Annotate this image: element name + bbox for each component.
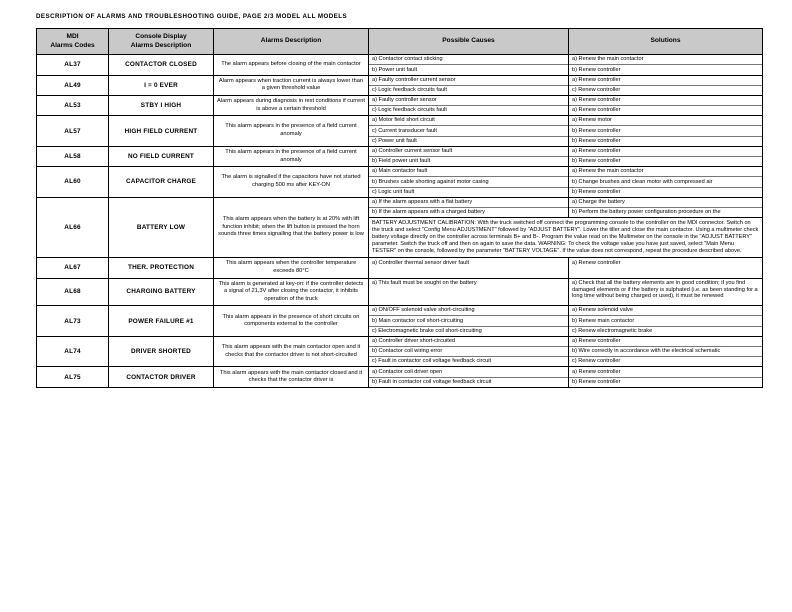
list-item: a) Faulty controller current sensor bbox=[369, 76, 568, 86]
console-display-cell: POWER FAILURE #1 bbox=[109, 306, 214, 337]
column-header-line2: Alarms Description bbox=[130, 41, 192, 49]
possible-causes-cell-list bbox=[369, 198, 568, 217]
alarm-description-cell: This alarm appears in the presence of a field current anomaly bbox=[214, 116, 369, 147]
list-item: c) Renew controller bbox=[572, 86, 621, 93]
solutions-cell bbox=[569, 258, 763, 278]
column-header-line1: MDI bbox=[66, 33, 79, 40]
solutions-cell-list bbox=[569, 367, 762, 386]
possible-causes-cell-list bbox=[369, 279, 568, 288]
solutions-cell-list bbox=[569, 96, 762, 115]
possible-causes-cell-list bbox=[369, 76, 568, 95]
possible-causes-cell-list bbox=[369, 55, 568, 74]
alarms-table bbox=[36, 28, 763, 388]
list-item: a) Renew controller bbox=[569, 147, 762, 157]
console-display-cell: BATTERY LOW bbox=[109, 197, 214, 258]
console-display-cell: CHARGING BATTERY bbox=[109, 278, 214, 306]
possible-causes-cell-list bbox=[369, 306, 568, 336]
possible-causes-cell-list bbox=[369, 116, 568, 146]
possible-causes-cell-list bbox=[369, 258, 568, 267]
possible-causes-cell bbox=[369, 258, 569, 278]
possible-causes-cell bbox=[369, 197, 569, 217]
solutions-cell bbox=[569, 278, 763, 306]
table-row bbox=[37, 146, 763, 166]
list-item: a) Renew motor bbox=[569, 116, 762, 126]
list-item: c) Renew electromagnetic brake bbox=[572, 327, 653, 334]
list-item: b) Renew controller bbox=[569, 126, 762, 136]
list-item: b) Wire correctly in accordance with the electrical schematic bbox=[569, 347, 762, 357]
table-row bbox=[37, 167, 763, 198]
table-body bbox=[37, 55, 763, 388]
solutions-cell bbox=[569, 95, 763, 115]
list-item: a) Controller current sensor fault bbox=[369, 147, 568, 157]
table-row bbox=[37, 75, 763, 95]
column-header-mdi-alarms-codes bbox=[37, 29, 109, 55]
console-display-cell: DRIVER SHORTED bbox=[109, 336, 214, 367]
list-item: c) Logic feedback circuits fault bbox=[372, 86, 447, 93]
list-item: c) Logic feedback circuits fault bbox=[372, 107, 447, 114]
column-header-alarms-description: Alarms Description bbox=[214, 29, 369, 55]
solutions-cell-list bbox=[569, 279, 762, 302]
alarm-code-cell: AL73 bbox=[37, 306, 109, 337]
solutions-cell-list bbox=[569, 55, 762, 74]
list-item: a) Faulty controller sensor bbox=[369, 96, 568, 106]
alarm-code-cell: AL49 bbox=[37, 75, 109, 95]
alarm-code-cell: AL58 bbox=[37, 146, 109, 166]
possible-causes-cell bbox=[369, 146, 569, 166]
list-item: b) Main contactor coil short-circuiting bbox=[369, 316, 568, 326]
console-display-cell: CAPACITOR CHARGE bbox=[109, 167, 214, 198]
column-header-line2: Alarms Codes bbox=[50, 41, 95, 49]
alarm-code-cell: AL68 bbox=[37, 278, 109, 306]
possible-causes-cell-list bbox=[369, 337, 568, 367]
possible-causes-cell-list bbox=[369, 367, 568, 386]
solutions-cell bbox=[569, 306, 763, 337]
solutions-cell-list bbox=[569, 116, 762, 146]
column-header-line1: Console Display bbox=[135, 33, 187, 40]
table-row bbox=[37, 95, 763, 115]
column-header-console-display bbox=[109, 29, 214, 55]
solutions-cell bbox=[569, 116, 763, 147]
table-header-row bbox=[37, 29, 763, 55]
alarm-description-cell: This alarm is generated at key-on: if the controller detects a signal of 21,3V after closing the contactor, it inhibits operation of the truck bbox=[214, 278, 369, 306]
solutions-cell bbox=[569, 336, 763, 367]
list-item: c) Logic unit fault bbox=[372, 188, 415, 195]
solutions-cell bbox=[569, 55, 763, 75]
solutions-cell bbox=[569, 75, 763, 95]
alarm-code-cell: AL37 bbox=[37, 55, 109, 75]
list-item: b) Fault in contactor coil voltage feedback circuit bbox=[372, 378, 492, 385]
console-display-cell: STBY I HIGH bbox=[109, 95, 214, 115]
list-item: b) Renew main contactor bbox=[569, 316, 762, 326]
list-item: a) Charge the battery bbox=[569, 198, 762, 208]
alarm-code-cell: AL53 bbox=[37, 95, 109, 115]
list-item: a) Renew the main contactor bbox=[569, 55, 762, 65]
list-item: a) Renew controller bbox=[572, 107, 621, 114]
table-row bbox=[37, 197, 763, 217]
alarm-description-cell: Alarm appears when traction current is always lower than a given threshold value bbox=[214, 75, 369, 95]
list-item: a) Main contactor fault bbox=[369, 167, 568, 177]
possible-causes-cell bbox=[369, 367, 569, 387]
console-display-cell: HIGH FIELD CURRENT bbox=[109, 116, 214, 147]
possible-causes-cell-list bbox=[369, 147, 568, 166]
alarm-description-cell: This alarm appears with the main contactor closed and it checks that the contactor driver is bbox=[214, 367, 369, 387]
list-item: a) ON/OFF solenoid valve short-circuiting bbox=[369, 306, 568, 316]
list-item: a) This fault must be sought on the battery bbox=[372, 279, 477, 286]
alarm-code-cell: AL66 bbox=[37, 197, 109, 258]
page-title: DESCRIPTION OF ALARMS AND TROUBLESHOOTING GUIDE, PAGE 2/3 MODEL ALL MODELS bbox=[36, 13, 348, 20]
console-display-cell: I = 0 EVER bbox=[109, 75, 214, 95]
list-item: a) Controller driver short-circuited bbox=[369, 337, 568, 347]
list-item: b) Renew controller bbox=[572, 188, 621, 195]
column-header-possible-causes: Possible Causes bbox=[369, 29, 569, 55]
list-item: a) If the alarm appears with a flat battery bbox=[369, 198, 568, 208]
table-header bbox=[37, 29, 763, 55]
possible-causes-cell bbox=[369, 167, 569, 198]
solutions-cell-list bbox=[569, 258, 762, 267]
alarm-description-cell: This alarm appears with the main contactor open and it checks that the contactor driver is not short-circuited bbox=[214, 336, 369, 367]
list-item: a) Renew the main contactor bbox=[569, 167, 762, 177]
solutions-cell bbox=[569, 146, 763, 166]
possible-causes-cell bbox=[369, 55, 569, 75]
possible-causes-cell bbox=[369, 336, 569, 367]
list-item: a) Contactor coil driver open bbox=[369, 367, 568, 377]
list-item: c) Renew controller bbox=[572, 358, 621, 365]
alarm-code-cell: AL67 bbox=[37, 258, 109, 278]
list-item: a) Renew solenoid valve bbox=[569, 306, 762, 316]
table-row bbox=[37, 116, 763, 147]
list-item: b) Change brushes and clean motor with compressed air bbox=[569, 177, 762, 187]
table-row bbox=[37, 336, 763, 367]
alarm-code-cell: AL60 bbox=[37, 167, 109, 198]
solutions-cell-list bbox=[569, 76, 762, 95]
list-item: a) Renew controller bbox=[569, 76, 762, 86]
solutions-cell bbox=[569, 197, 763, 217]
alarm-description-cell: The alarm is signalled if the capacitors have not started charging 500 ms after KEY-ON bbox=[214, 167, 369, 198]
solutions-cell bbox=[569, 367, 763, 387]
list-item: a) Motor field short circuit bbox=[369, 116, 568, 126]
console-display-cell: NO FIELD CURRENT bbox=[109, 146, 214, 166]
list-item: c) Power unit fault bbox=[372, 137, 417, 144]
list-item: b) Renew controller bbox=[572, 158, 621, 165]
list-item: b) If the alarm appears with a charged battery bbox=[372, 209, 485, 216]
solutions-cell-list bbox=[569, 167, 762, 197]
list-item: b) Field power unit fault bbox=[372, 158, 431, 165]
alarm-code-cell: AL75 bbox=[37, 367, 109, 387]
table-row bbox=[37, 278, 763, 306]
solutions-cell-list bbox=[569, 198, 762, 217]
list-item: a) Renew controller bbox=[569, 337, 762, 347]
possible-causes-cell-list bbox=[369, 167, 568, 197]
list-item: c) Electromagnetic brake coil short-circuiting bbox=[372, 327, 482, 334]
possible-causes-cell-list bbox=[369, 96, 568, 115]
battery-calibration-note: BATTERY ADJUSTMENT CALIBRATION: With the truck switched off connect the programming console to the controller on the MDI connector. Switch on the truck and select "Config Menu ADJUSTMENT" followed by "ADJUST BATTERY". Lower the tiller and close the main contactor. Using a multimeter check battery voltage directly on the controller across terminals B+ and B-. Program the value read on the Multimeter on the console in the "ADJUST BATTERY" parameter. Switch the truck off and then on again to save the data. WARNING: To check the voltage value you have just saved, select "Main Menu TESTER" on the console, followed by the parameter "BATTERY VOLTAGE". If the value does not correspond, repeat the procedure described above. bbox=[372, 219, 759, 255]
list-item: b) Contactor coil wiring error bbox=[369, 347, 568, 357]
list-item: a) Renew controller bbox=[572, 259, 621, 266]
possible-causes-cell bbox=[369, 278, 569, 306]
console-display-cell: THER. PROTECTION bbox=[109, 258, 214, 278]
solutions-cell bbox=[569, 167, 763, 198]
alarm-description-cell: This alarm appears when the battery is at 20% with lift function inhibit; when the lift button is pressed the horn sounds three times signalling that the battery power is low bbox=[214, 197, 369, 258]
alarm-description-cell: This alarm appears when the controller temperature exceeds 80°C bbox=[214, 258, 369, 278]
alarm-description-cell: This alarm appears in the presence of short circuits on components external to the controller bbox=[214, 306, 369, 337]
list-item: a) Renew controller bbox=[569, 367, 762, 377]
alarm-description-cell: The alarm appears before closing of the main contactor bbox=[214, 55, 369, 75]
alarm-description-cell: This alarm appears in the presence of a field current anomaly bbox=[214, 146, 369, 166]
list-item: b) Power unit fault bbox=[372, 66, 418, 73]
console-display-cell: CONTACTOR CLOSED bbox=[109, 55, 214, 75]
possible-causes-cell bbox=[369, 75, 569, 95]
solutions-cell-list bbox=[569, 306, 762, 336]
list-item: a) Controller thermal sensor driver fault bbox=[372, 259, 469, 266]
console-display-cell: CONTACTOR DRIVER bbox=[109, 367, 214, 387]
table-row bbox=[37, 367, 763, 387]
possible-causes-cell bbox=[369, 95, 569, 115]
solutions-cell-list bbox=[569, 147, 762, 166]
list-item: b) Brushes cable shorting against motor casing bbox=[369, 177, 568, 187]
list-item: b) Renew controller bbox=[572, 378, 621, 385]
table-row bbox=[37, 55, 763, 75]
list-item: b) Perform the battery power configuration procedure on the bbox=[572, 209, 721, 216]
solutions-cell-list bbox=[569, 337, 762, 367]
list-item: c) Current transducer fault bbox=[369, 126, 568, 136]
possible-causes-cell bbox=[369, 306, 569, 337]
column-header-solutions: Solutions bbox=[569, 29, 763, 55]
list-item: b) Renew controller bbox=[572, 66, 621, 73]
list-item: a) Check that all the battery elements are in good condition; if you find damaged elements or if the battery is sulphated (i.e. as been standing for a long time without being charged or used), it must be renewed bbox=[572, 279, 758, 300]
list-item: a) Renew controller bbox=[569, 96, 762, 106]
possible-causes-cell bbox=[369, 116, 569, 147]
list-item: c) Fault in contactor coil voltage feedback circuit bbox=[372, 358, 492, 365]
table-row bbox=[37, 306, 763, 337]
battery-calibration-note-cell bbox=[369, 218, 763, 258]
alarm-description-cell: Alarm appears during diagnosis in rest conditions if current is above a certain threshold bbox=[214, 95, 369, 115]
alarm-code-cell: AL57 bbox=[37, 116, 109, 147]
table-row bbox=[37, 258, 763, 278]
list-item: a) Contactor contact sticking bbox=[369, 55, 568, 65]
list-item: b) Renew controller bbox=[572, 137, 621, 144]
alarm-code-cell: AL74 bbox=[37, 336, 109, 367]
